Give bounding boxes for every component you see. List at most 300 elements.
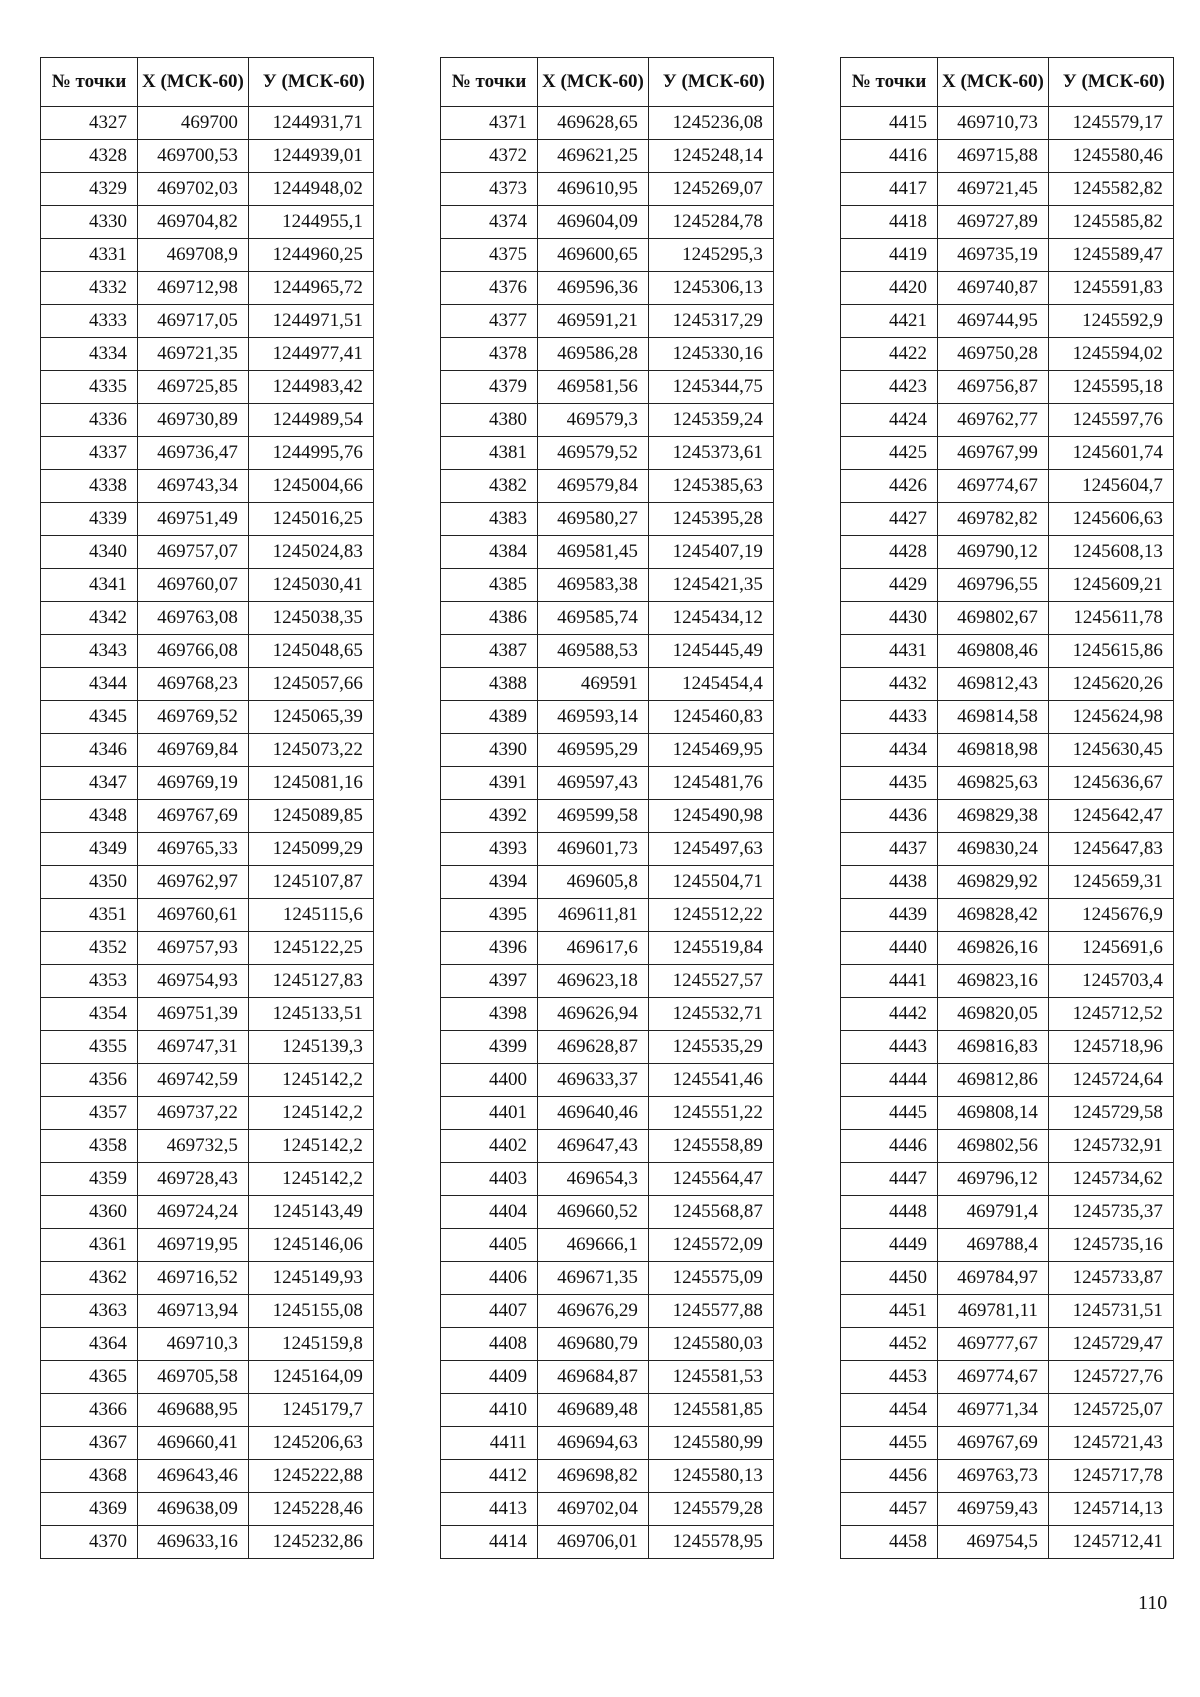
point-number-cell: 4410 [441,1394,538,1427]
x-coordinate-cell: 469737,22 [138,1097,249,1130]
y-coordinate-cell: 1245659,31 [1048,866,1173,899]
x-coordinate-cell: 469626,94 [538,998,649,1031]
x-coordinate-cell: 469766,08 [138,635,249,668]
y-coordinate-cell: 1245718,96 [1048,1031,1173,1064]
x-coordinate-cell: 469812,86 [938,1064,1049,1097]
y-coordinate-cell: 1245164,09 [248,1361,373,1394]
x-coordinate-cell: 469751,39 [138,998,249,1031]
x-coordinate-cell: 469743,34 [138,470,249,503]
table-row [41,1097,374,1130]
point-number-cell: 4364 [41,1328,138,1361]
x-coordinate-cell: 469754,93 [138,965,249,998]
x-coordinate-cell: 469784,97 [938,1262,1049,1295]
point-number-cell: 4445 [841,1097,938,1130]
x-coordinate-cell: 469716,52 [138,1262,249,1295]
x-coordinate-cell: 469768,23 [138,668,249,701]
table-row [841,899,1174,932]
x-coordinate-cell: 469791,4 [938,1196,1049,1229]
table-row [441,338,774,371]
x-coordinate-cell: 469702,03 [138,173,249,206]
point-number-cell: 4424 [841,404,938,437]
x-coordinate-cell: 469676,29 [538,1295,649,1328]
x-coordinate-cell: 469802,67 [938,602,1049,635]
y-coordinate-cell: 1245421,35 [648,569,773,602]
x-coordinate-cell: 469732,5 [138,1130,249,1163]
y-coordinate-cell: 1245454,4 [648,668,773,701]
table-row [841,404,1174,437]
point-number-cell: 4378 [441,338,538,371]
x-coordinate-cell: 469719,95 [138,1229,249,1262]
x-coordinate-cell: 469712,98 [138,272,249,305]
table-row [841,1526,1174,1559]
x-coordinate-cell: 469829,92 [938,866,1049,899]
point-number-cell: 4415 [841,107,938,140]
x-coordinate-cell: 469579,3 [538,404,649,437]
point-number-cell: 4431 [841,635,938,668]
point-number-cell: 4441 [841,965,938,998]
table-row [441,866,774,899]
table-row [41,668,374,701]
y-coordinate-cell: 1245330,16 [648,338,773,371]
point-number-cell: 4446 [841,1130,938,1163]
y-coordinate-cell: 1245727,76 [1048,1361,1173,1394]
x-coordinate-cell: 469713,94 [138,1295,249,1328]
point-number-cell: 4351 [41,899,138,932]
table-row [441,965,774,998]
y-coordinate-cell: 1245004,66 [248,470,373,503]
x-coordinate-cell: 469782,82 [938,503,1049,536]
coordinates-table-1 [40,57,374,1559]
x-coordinate-cell: 469585,74 [538,602,649,635]
x-coordinate-cell: 469599,58 [538,800,649,833]
x-coordinate-cell: 469830,24 [938,833,1049,866]
point-number-cell: 4393 [441,833,538,866]
point-number-cell: 4377 [441,305,538,338]
table-row [41,1295,374,1328]
point-number-cell: 4436 [841,800,938,833]
table-row [841,107,1174,140]
y-coordinate-cell: 1245585,82 [1048,206,1173,239]
table-row [841,734,1174,767]
table-row [41,206,374,239]
y-coordinate-cell: 1244931,71 [248,107,373,140]
y-coordinate-cell: 1245057,66 [248,668,373,701]
table-row [41,1229,374,1262]
x-coordinate-cell: 469747,31 [138,1031,249,1064]
x-coordinate-cell: 469769,52 [138,701,249,734]
y-coordinate-cell: 1245146,06 [248,1229,373,1262]
y-coordinate-cell: 1245535,29 [648,1031,773,1064]
table-row [841,1295,1174,1328]
point-number-cell: 4334 [41,338,138,371]
point-number-cell: 4390 [441,734,538,767]
y-coordinate-cell: 1245620,26 [1048,668,1173,701]
x-coordinate-cell: 469586,28 [538,338,649,371]
y-coordinate-cell: 1245734,62 [1048,1163,1173,1196]
y-coordinate-cell: 1245724,64 [1048,1064,1173,1097]
point-number-cell: 4350 [41,866,138,899]
y-coordinate-cell: 1244948,02 [248,173,373,206]
point-number-cell: 4343 [41,635,138,668]
y-coordinate-cell: 1244971,51 [248,305,373,338]
coordinates-table-2 [440,57,774,1559]
table-row [441,1295,774,1328]
point-number-cell: 4438 [841,866,938,899]
point-number-cell: 4386 [441,602,538,635]
point-number-cell: 4426 [841,470,938,503]
point-number-cell: 4391 [441,767,538,800]
x-coordinate-cell: 469790,12 [938,536,1049,569]
y-coordinate-cell: 1245606,63 [1048,503,1173,536]
x-coordinate-cell: 469828,42 [938,899,1049,932]
table-row [441,1328,774,1361]
table-row [41,503,374,536]
table-row [841,668,1174,701]
table-row [841,1064,1174,1097]
y-coordinate-cell: 1245577,88 [648,1295,773,1328]
y-coordinate-cell: 1245642,47 [1048,800,1173,833]
point-number-cell: 4346 [41,734,138,767]
y-coordinate-cell: 1245541,46 [648,1064,773,1097]
table-row [841,998,1174,1031]
y-coordinate-cell: 1245385,63 [648,470,773,503]
y-coordinate-cell: 1245142,2 [248,1130,373,1163]
point-number-cell: 4398 [441,998,538,1031]
x-coordinate-cell: 469826,16 [938,932,1049,965]
y-coordinate-cell: 1245592,9 [1048,305,1173,338]
point-number-cell: 4349 [41,833,138,866]
table-row [441,107,774,140]
y-coordinate-cell: 1245717,78 [1048,1460,1173,1493]
x-coordinate-cell: 469788,4 [938,1229,1049,1262]
table-row [41,866,374,899]
y-coordinate-cell: 1245611,78 [1048,602,1173,635]
point-number-cell: 4440 [841,932,938,965]
table-row [441,1097,774,1130]
y-coordinate-cell: 1245733,87 [1048,1262,1173,1295]
y-coordinate-cell: 1245149,93 [248,1262,373,1295]
y-coordinate-cell: 1245731,51 [1048,1295,1173,1328]
table-row [41,932,374,965]
table-row [841,140,1174,173]
y-coordinate-cell: 1245099,29 [248,833,373,866]
x-coordinate-cell: 469717,05 [138,305,249,338]
x-coordinate-cell: 469579,84 [538,470,649,503]
y-coordinate-cell: 1245601,74 [1048,437,1173,470]
y-coordinate-cell: 1245030,41 [248,569,373,602]
point-number-cell: 4452 [841,1328,938,1361]
table-row [441,668,774,701]
x-coordinate-cell: 469601,73 [538,833,649,866]
y-coordinate-cell: 1245142,2 [248,1064,373,1097]
y-coordinate-cell: 1245038,35 [248,602,373,635]
y-coordinate-cell: 1245703,4 [1048,965,1173,998]
y-coordinate-cell: 1245725,07 [1048,1394,1173,1427]
x-coordinate-cell: 469684,87 [538,1361,649,1394]
point-number-cell: 4383 [441,503,538,536]
table-row [841,932,1174,965]
x-coordinate-cell: 469812,43 [938,668,1049,701]
table-row [441,173,774,206]
point-number-cell: 4403 [441,1163,538,1196]
table-row [841,338,1174,371]
point-number-cell: 4367 [41,1427,138,1460]
table-row [441,404,774,437]
point-number-cell: 4388 [441,668,538,701]
table-row [41,239,374,272]
table-row [41,1031,374,1064]
point-number-cell: 4418 [841,206,938,239]
point-number-cell: 4420 [841,272,938,305]
table-row [841,800,1174,833]
y-coordinate-cell: 1245395,28 [648,503,773,536]
table-row [41,371,374,404]
y-coordinate-cell: 1245284,78 [648,206,773,239]
point-number-cell: 4430 [841,602,938,635]
table-row [841,173,1174,206]
point-number-cell: 4432 [841,668,938,701]
y-coordinate-cell: 1245729,58 [1048,1097,1173,1130]
point-number-cell: 4394 [441,866,538,899]
header-x-coordinate: X (МСК-60) [138,58,249,107]
x-coordinate-cell: 469640,46 [538,1097,649,1130]
table-row [841,965,1174,998]
x-coordinate-cell: 469820,05 [938,998,1049,1031]
point-number-cell: 4382 [441,470,538,503]
y-coordinate-cell: 1245143,49 [248,1196,373,1229]
point-number-cell: 4413 [441,1493,538,1526]
point-number-cell: 4405 [441,1229,538,1262]
table-row [441,602,774,635]
point-number-cell: 4429 [841,569,938,602]
point-number-cell: 4406 [441,1262,538,1295]
table-row [41,800,374,833]
y-coordinate-cell: 1245615,86 [1048,635,1173,668]
point-number-cell: 4341 [41,569,138,602]
table-row [841,371,1174,404]
x-coordinate-cell: 469742,59 [138,1064,249,1097]
table-row [841,536,1174,569]
table-row [441,437,774,470]
y-coordinate-cell: 1245580,46 [1048,140,1173,173]
x-coordinate-cell: 469727,89 [938,206,1049,239]
x-coordinate-cell: 469581,45 [538,536,649,569]
point-number-cell: 4376 [441,272,538,305]
x-coordinate-cell: 469579,52 [538,437,649,470]
header-y-coordinate: У (МСК-60) [1048,58,1173,107]
y-coordinate-cell: 1245580,99 [648,1427,773,1460]
table-row [41,833,374,866]
table-row [841,1097,1174,1130]
y-coordinate-cell: 1245504,71 [648,866,773,899]
point-number-cell: 4366 [41,1394,138,1427]
point-number-cell: 4453 [841,1361,938,1394]
table-row [41,305,374,338]
table-row [441,1196,774,1229]
point-number-cell: 4328 [41,140,138,173]
table-row [41,272,374,305]
table-row [41,404,374,437]
table-row [841,272,1174,305]
y-coordinate-cell: 1245469,95 [648,734,773,767]
x-coordinate-cell: 469708,9 [138,239,249,272]
point-number-cell: 4451 [841,1295,938,1328]
y-coordinate-cell: 1245142,2 [248,1097,373,1130]
y-coordinate-cell: 1245580,13 [648,1460,773,1493]
x-coordinate-cell: 469781,11 [938,1295,1049,1328]
y-coordinate-cell: 1245551,22 [648,1097,773,1130]
table-row [841,239,1174,272]
table-row [841,1262,1174,1295]
y-coordinate-cell: 1245073,22 [248,734,373,767]
point-number-cell: 4437 [841,833,938,866]
point-number-cell: 4422 [841,338,938,371]
y-coordinate-cell: 1245236,08 [648,107,773,140]
table-row [841,1130,1174,1163]
point-number-cell: 4411 [441,1427,538,1460]
y-coordinate-cell: 1245575,09 [648,1262,773,1295]
x-coordinate-cell: 469710,73 [938,107,1049,140]
y-coordinate-cell: 1245732,91 [1048,1130,1173,1163]
point-number-cell: 4347 [41,767,138,800]
y-coordinate-cell: 1245591,83 [1048,272,1173,305]
table-row [441,1526,774,1559]
table-row [41,437,374,470]
point-number-cell: 4414 [441,1526,538,1559]
table-row [441,1262,774,1295]
x-coordinate-cell: 469754,5 [938,1526,1049,1559]
y-coordinate-cell: 1245269,07 [648,173,773,206]
table-row [41,569,374,602]
x-coordinate-cell: 469706,01 [538,1526,649,1559]
table-row [441,536,774,569]
table-row [441,569,774,602]
y-coordinate-cell: 1245490,98 [648,800,773,833]
y-coordinate-cell: 1245636,67 [1048,767,1173,800]
y-coordinate-cell: 1245222,88 [248,1460,373,1493]
x-coordinate-cell: 469633,37 [538,1064,649,1097]
table-row [441,239,774,272]
point-number-cell: 4443 [841,1031,938,1064]
point-number-cell: 4397 [441,965,538,998]
x-coordinate-cell: 469808,14 [938,1097,1049,1130]
x-coordinate-cell: 469818,98 [938,734,1049,767]
point-number-cell: 4369 [41,1493,138,1526]
y-coordinate-cell: 1245647,83 [1048,833,1173,866]
x-coordinate-cell: 469698,82 [538,1460,649,1493]
table-row [41,1328,374,1361]
point-number-cell: 4370 [41,1526,138,1559]
x-coordinate-cell: 469638,09 [138,1493,249,1526]
y-coordinate-cell: 1245089,85 [248,800,373,833]
table-row [441,503,774,536]
point-number-cell: 4389 [441,701,538,734]
x-coordinate-cell: 469666,1 [538,1229,649,1262]
header-x-coordinate: X (МСК-60) [538,58,649,107]
x-coordinate-cell: 469660,41 [138,1427,249,1460]
table-row [441,1427,774,1460]
table-row [841,767,1174,800]
point-number-cell: 4450 [841,1262,938,1295]
table-row [441,1394,774,1427]
table-row [841,437,1174,470]
table-row [841,833,1174,866]
y-coordinate-cell: 1245115,6 [248,899,373,932]
table-row [841,569,1174,602]
point-number-cell: 4435 [841,767,938,800]
y-coordinate-cell: 1245595,18 [1048,371,1173,404]
y-coordinate-cell: 1245016,25 [248,503,373,536]
point-number-cell: 4359 [41,1163,138,1196]
x-coordinate-cell: 469591,21 [538,305,649,338]
point-number-cell: 4384 [441,536,538,569]
y-coordinate-cell: 1245122,25 [248,932,373,965]
point-number-cell: 4433 [841,701,938,734]
point-number-cell: 4404 [441,1196,538,1229]
y-coordinate-cell: 1245589,47 [1048,239,1173,272]
point-number-cell: 4427 [841,503,938,536]
y-coordinate-cell: 1245712,41 [1048,1526,1173,1559]
y-coordinate-cell: 1245729,47 [1048,1328,1173,1361]
point-number-cell: 4339 [41,503,138,536]
point-number-cell: 4360 [41,1196,138,1229]
x-coordinate-cell: 469762,77 [938,404,1049,437]
x-coordinate-cell: 469621,25 [538,140,649,173]
x-coordinate-cell: 469829,38 [938,800,1049,833]
point-number-cell: 4345 [41,701,138,734]
y-coordinate-cell: 1245581,85 [648,1394,773,1427]
point-number-cell: 4372 [441,140,538,173]
point-number-cell: 4412 [441,1460,538,1493]
table-row [841,1460,1174,1493]
x-coordinate-cell: 469605,8 [538,866,649,899]
point-number-cell: 4330 [41,206,138,239]
point-number-cell: 4387 [441,635,538,668]
x-coordinate-cell: 469759,43 [938,1493,1049,1526]
x-coordinate-cell: 469725,85 [138,371,249,404]
point-number-cell: 4423 [841,371,938,404]
y-coordinate-cell: 1245159,8 [248,1328,373,1361]
point-number-cell: 4331 [41,239,138,272]
table-row [441,1130,774,1163]
table-row [41,1526,374,1559]
x-coordinate-cell: 469735,19 [938,239,1049,272]
point-number-cell: 4458 [841,1526,938,1559]
table-row [441,305,774,338]
table-row [41,998,374,1031]
table-row [841,1031,1174,1064]
x-coordinate-cell: 469774,67 [938,1361,1049,1394]
point-number-cell: 4395 [441,899,538,932]
table-row [41,470,374,503]
x-coordinate-cell: 469604,09 [538,206,649,239]
y-coordinate-cell: 1245519,84 [648,932,773,965]
point-number-cell: 4344 [41,668,138,701]
point-number-cell: 4362 [41,1262,138,1295]
y-coordinate-cell: 1245139,3 [248,1031,373,1064]
table-header-row [441,58,774,107]
x-coordinate-cell: 469633,16 [138,1526,249,1559]
x-coordinate-cell: 469823,16 [938,965,1049,998]
table-row [441,1460,774,1493]
x-coordinate-cell: 469757,07 [138,536,249,569]
point-number-cell: 4352 [41,932,138,965]
point-number-cell: 4425 [841,437,938,470]
y-coordinate-cell: 1245295,3 [648,239,773,272]
point-number-cell: 4327 [41,107,138,140]
point-number-cell: 4396 [441,932,538,965]
table-row [41,173,374,206]
